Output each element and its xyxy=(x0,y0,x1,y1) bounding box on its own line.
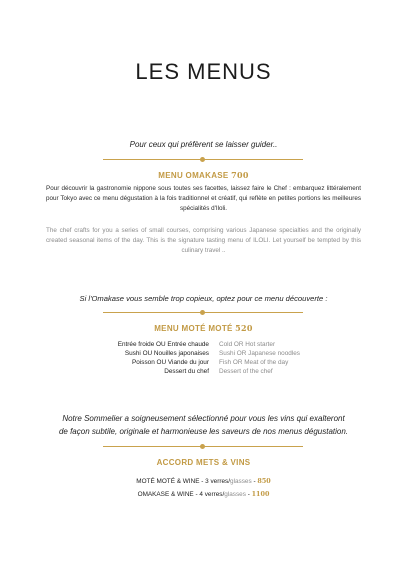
sommelier-text xyxy=(0,412,407,438)
divider xyxy=(103,159,303,160)
omakase-title xyxy=(0,170,407,180)
course-en: Cold OR Hot starter xyxy=(219,341,276,348)
omakase-number: 700 xyxy=(231,170,249,180)
pairing-price: 850 xyxy=(257,477,271,485)
mote-name: MENU MOTÉ MOTÉ xyxy=(154,324,233,333)
course-en: Fish OR Meat of the day xyxy=(219,359,289,366)
omakase-description-fr: Pour découvrir la gastronomie nippone sous toutes ses facettes, laissez faire le Chef : embarquez littéralement pour Tokyo avec ce menu dégustation à la fois traditionnel et créatif, qui reflète en petites portions les meilleures spécialités d'Iloli. xyxy=(46,185,361,212)
pairing-glasses: glasses xyxy=(224,491,246,498)
course-en: Sushi OR Japanese noodles xyxy=(219,350,301,357)
course-row xyxy=(70,349,350,358)
divider-dot xyxy=(200,157,205,162)
divider xyxy=(103,446,303,447)
course-fr: Poisson OU Viande du jour xyxy=(132,359,209,366)
mote-number: 520 xyxy=(235,323,253,333)
divider xyxy=(103,312,303,313)
course-fr: Dessert du chef xyxy=(164,368,209,375)
discovery-line: Si l'Omakase vous semble trop copieux, optez pour ce menu découverte : xyxy=(79,294,328,303)
sommelier-line-2: de façon subtile, originale et harmonieuse les saveurs de nos menus dégustation. xyxy=(58,427,349,436)
pairing-label: MOTÉ MOTÉ & WINE - 3 verres/ xyxy=(136,478,231,485)
pairing-separator: - xyxy=(245,491,252,498)
pairing-separator: - xyxy=(251,478,258,485)
page-title: LES MENUS xyxy=(135,59,272,84)
course-row xyxy=(70,358,350,367)
intro-text: Pour ceux qui préfèrent se laisser guider.. xyxy=(129,140,278,149)
pairing-row xyxy=(0,477,407,485)
course-fr: Entrée froide OU Entrée chaude xyxy=(117,341,209,348)
divider-dot xyxy=(200,310,205,315)
mote-title xyxy=(0,323,407,333)
course-row xyxy=(70,340,350,349)
omakase-description-en: The chef crafts for you a series of small courses, comprising various Japanese specialties and the originally created seasonal items of the day. This is the signature tasting menu of ILOLI. Let yourself be tempted by this culinary travel .. xyxy=(46,227,361,254)
omakase-name: MENU OMAKASE xyxy=(158,171,229,180)
pairing-price: 1100 xyxy=(251,490,270,498)
pairing-label: OMAKASE & WINE - 4 verres/ xyxy=(137,491,225,498)
divider-dot xyxy=(200,444,205,449)
course-fr: Sushi OU Nouilles japonaises xyxy=(124,350,209,357)
pairing-row xyxy=(0,490,407,498)
pairing-glasses: glasses xyxy=(230,478,252,485)
sommelier-line-1: Notre Sommelier a soigneusement sélectionné pour vous les vins qui exalteront xyxy=(62,414,345,423)
course-row xyxy=(70,367,350,376)
course-list xyxy=(70,340,350,376)
course-en: Dessert of the chef xyxy=(219,368,273,375)
pairing-title: ACCORD METS & VINS xyxy=(156,458,251,467)
